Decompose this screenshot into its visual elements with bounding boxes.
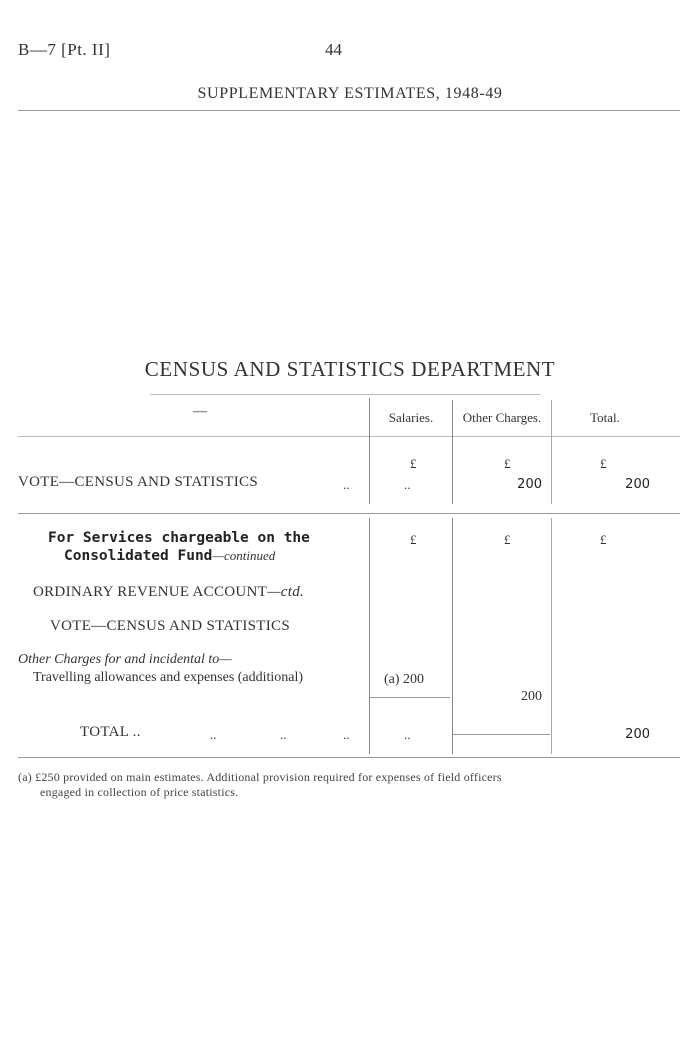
total-label: TOTAL .. xyxy=(80,724,141,740)
item-other-charges-value: 200 xyxy=(521,689,542,704)
currency-symbol: £ xyxy=(600,532,607,547)
column-divider xyxy=(369,518,370,754)
summary-total-value: 200 xyxy=(625,477,650,492)
table-bottom-rule xyxy=(18,757,680,758)
column-divider xyxy=(452,518,453,754)
currency-symbol: £ xyxy=(504,456,511,471)
currency-symbol: £ xyxy=(600,456,607,471)
account-heading-suffix: —ctd. xyxy=(267,584,305,600)
description-column-header: — xyxy=(193,404,207,419)
header-rule xyxy=(18,110,680,111)
leader-dots: .. xyxy=(210,727,217,742)
subhead: Other Charges for and incidental to— xyxy=(18,652,232,667)
document-code: B—7 [Pt. II] xyxy=(18,40,111,59)
other-charges-total-rule xyxy=(453,734,550,735)
page-number: 44 xyxy=(325,40,342,59)
total-column-header: Total. xyxy=(590,410,620,425)
currency-symbol: £ xyxy=(410,456,417,471)
column-divider xyxy=(551,518,552,754)
department-title: CENSUS AND STATISTICS DEPARTMENT xyxy=(144,357,556,381)
table-top-rule xyxy=(150,394,540,395)
section-heading-line2 xyxy=(64,547,275,565)
leader-dots: .. xyxy=(343,727,350,742)
currency-symbol: £ xyxy=(410,532,417,547)
other-charges-column-header: Other Charges. xyxy=(462,410,542,425)
salaries-subtotal-rule xyxy=(370,697,450,698)
salaries-column-header: Salaries. xyxy=(388,410,434,425)
column-header-rule xyxy=(18,436,680,437)
footnote-line1: (a) £250 provided on main estimates. Additional provision required for expenses of field officers xyxy=(18,770,502,784)
summary-other-charges-value: 200 xyxy=(517,477,542,492)
summary-rule xyxy=(18,513,680,514)
section-heading-line1: For Services chargeable on the xyxy=(48,530,310,546)
leader-dots: .. xyxy=(280,727,287,742)
section-heading-fund: Consolidated Fund xyxy=(64,548,213,564)
section-heading-suffix: —continued xyxy=(212,548,276,563)
leader-dots: .. xyxy=(343,477,350,492)
footnote xyxy=(18,770,683,800)
total-salaries-value: .. xyxy=(404,727,411,742)
account-heading xyxy=(33,584,304,601)
summary-salaries-value: .. xyxy=(404,477,411,492)
footnote-line2: engaged in collection of price statistics. xyxy=(40,785,239,799)
column-divider xyxy=(551,400,552,504)
currency-symbol: £ xyxy=(504,532,511,547)
total-total-value: 200 xyxy=(625,727,650,742)
account-heading-text: ORDINARY REVENUE ACCOUNT xyxy=(33,584,268,600)
page-title: SUPPLEMENTARY ESTIMATES, 1948-49 xyxy=(197,85,503,102)
summary-vote-label: VOTE—CENSUS AND STATISTICS xyxy=(18,474,258,490)
item-salaries-note: (a) 200 xyxy=(384,672,425,687)
item-description: Travelling allowances and expenses (additional) xyxy=(33,670,304,685)
vote-heading: VOTE—CENSUS AND STATISTICS xyxy=(50,618,290,634)
